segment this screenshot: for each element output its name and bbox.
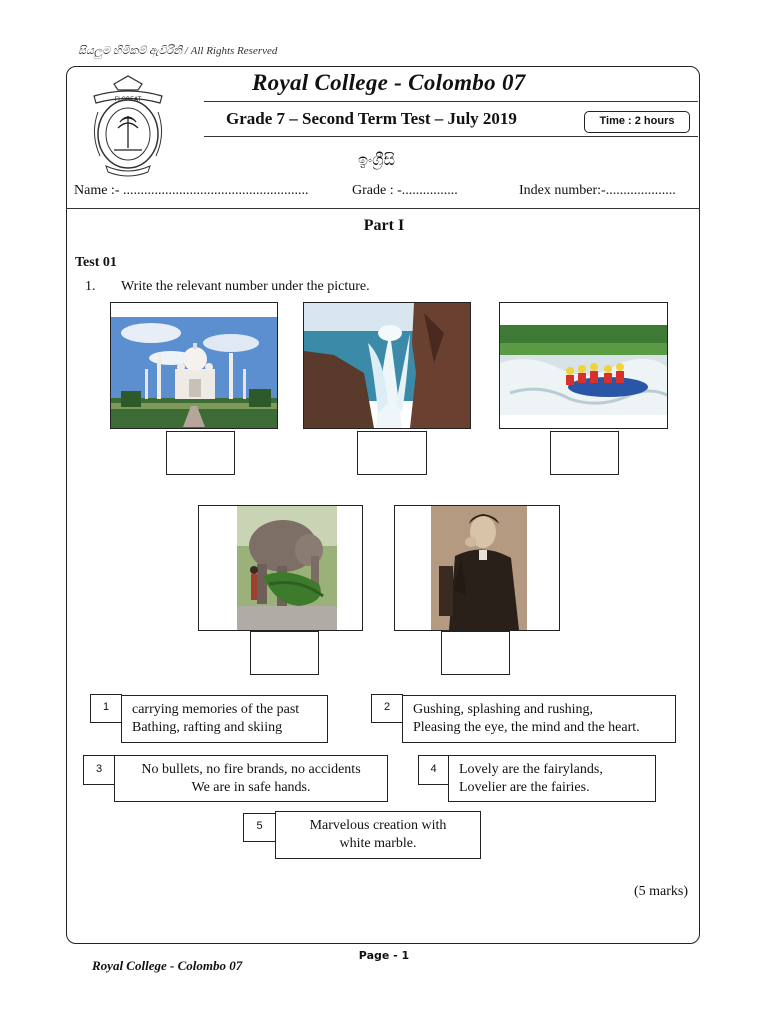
clue-4-line-1: Lovely are the fairylands, bbox=[459, 762, 603, 777]
grade-field[interactable]: Grade : -................ bbox=[352, 183, 458, 198]
picture-taj-mahal bbox=[110, 302, 278, 429]
marks-label: (5 marks) bbox=[634, 884, 689, 899]
clue-3-line-2: We are in safe hands. bbox=[191, 780, 311, 795]
test-title: Grade 7 – Second Term Test – July 2019 bbox=[226, 109, 517, 128]
clue-2-line-1: Gushing, splashing and rushing, bbox=[413, 702, 594, 717]
clue-box-2 bbox=[402, 695, 676, 743]
test-label: Test 01 bbox=[75, 255, 117, 270]
school-title: Royal College - Colombo 07 bbox=[252, 70, 526, 95]
clue-box-4 bbox=[448, 755, 656, 802]
answer-box-4[interactable] bbox=[250, 631, 319, 675]
footer-school-title: Royal College - Colombo 07 bbox=[92, 958, 243, 973]
question-number: 1. bbox=[85, 279, 96, 294]
answer-box-3[interactable] bbox=[550, 431, 619, 475]
answer-box-2[interactable] bbox=[357, 431, 427, 475]
part-heading: Part I bbox=[363, 217, 405, 234]
clue-1-line-1: carrying memories of the past bbox=[132, 702, 300, 717]
clue-5-line-2: white marble. bbox=[339, 836, 417, 851]
clue-box-3 bbox=[114, 755, 388, 802]
clue-1-line-2: Bathing, rafting and skiing bbox=[132, 720, 283, 735]
clue-number-3: 3 bbox=[83, 755, 115, 785]
subtitle-rule bbox=[204, 136, 698, 137]
answer-box-1[interactable] bbox=[166, 431, 235, 475]
index-number-field[interactable]: Index number:-.................... bbox=[519, 183, 676, 198]
crest-banner: FLOREAT bbox=[114, 96, 142, 103]
clue-2-line-2: Pleasing the eye, the mind and the heart. bbox=[413, 720, 640, 735]
subject-title: ඉංග්‍රීසි bbox=[358, 150, 396, 169]
picture-portrait bbox=[394, 505, 560, 631]
question-text: Write the relevant number under the picture. bbox=[121, 279, 370, 294]
clue-number-2: 2 bbox=[371, 694, 403, 723]
clue-number-4: 4 bbox=[418, 755, 449, 785]
school-crest bbox=[84, 72, 172, 182]
clue-3-line-1: No bullets, no fire brands, no accidents bbox=[141, 762, 361, 777]
picture-sea-spray bbox=[303, 302, 471, 429]
clue-number-1: 1 bbox=[90, 694, 122, 723]
clue-5-line-1: Marvelous creation with bbox=[309, 818, 447, 833]
page-number: Page - 1 bbox=[358, 949, 410, 962]
clue-box-1 bbox=[121, 695, 328, 743]
answer-box-5[interactable] bbox=[441, 631, 510, 675]
picture-river-rafting bbox=[499, 302, 668, 429]
clue-number-5: 5 bbox=[243, 813, 276, 842]
clue-box-5 bbox=[275, 811, 481, 859]
clue-4-line-2: Lovelier are the fairies. bbox=[459, 780, 590, 795]
time-box: Time : 2 hours bbox=[584, 111, 690, 133]
name-field[interactable]: Name :- ..................................................... bbox=[74, 183, 309, 198]
picture-elephant bbox=[198, 505, 363, 631]
title-rule bbox=[204, 101, 698, 102]
header-divider bbox=[66, 208, 700, 209]
rights-reserved: සියලුම හිමිකම් ඇවිරිනි / All Rights Reserved bbox=[78, 45, 278, 57]
